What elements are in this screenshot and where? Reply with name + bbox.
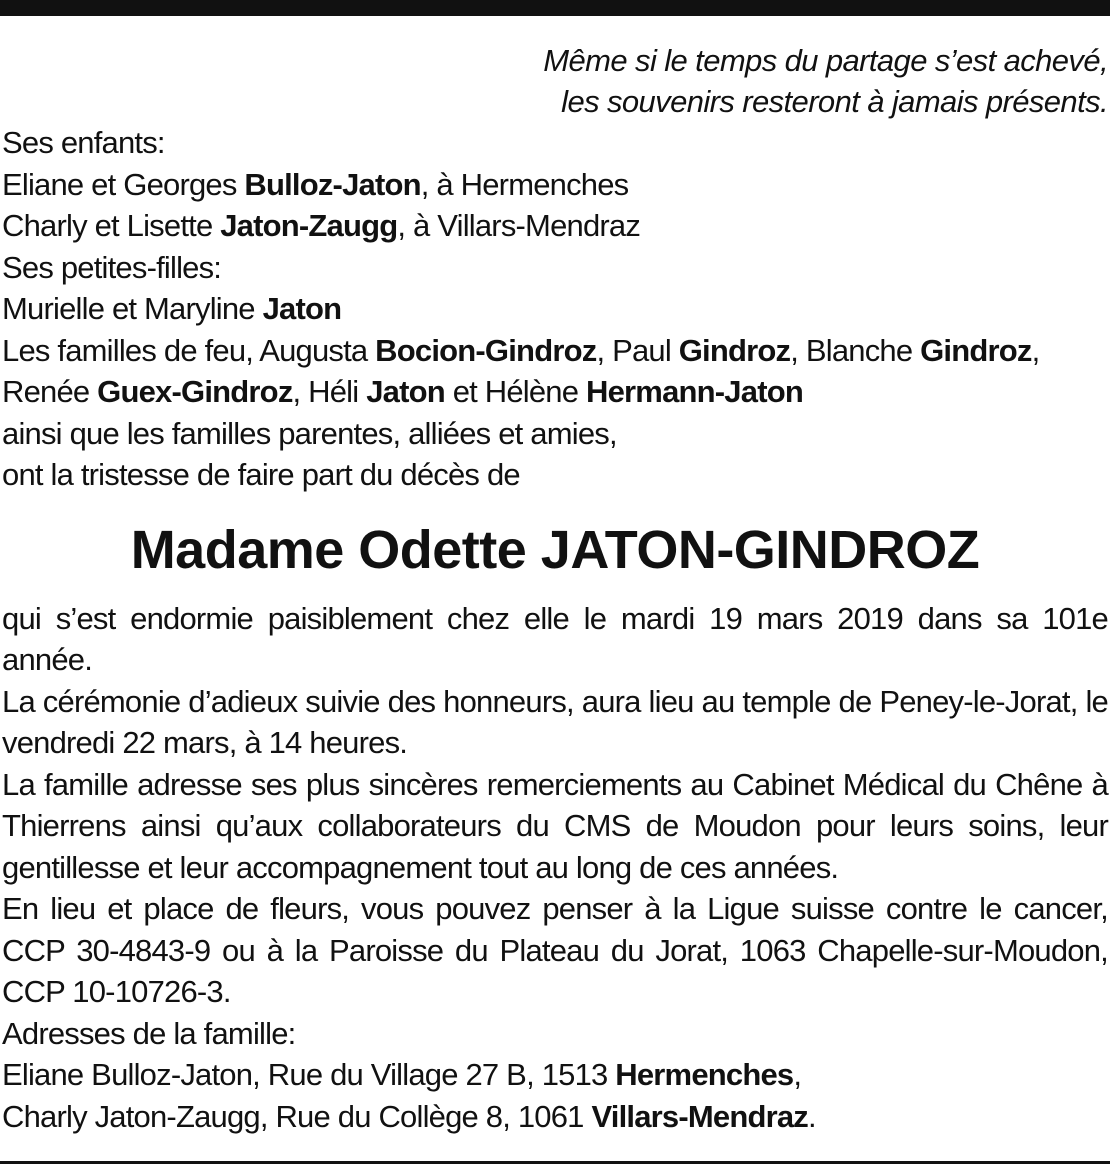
family-list (2, 122, 1108, 496)
late-families-surname-2: Gindroz (678, 332, 791, 368)
late-families2-surname-3: Hermann-Jaton (586, 374, 803, 409)
children-heading: Ses enfants: (2, 125, 165, 160)
address-2-street: Charly Jaton-Zaugg, Rue du Collège 8, 1061 (2, 1098, 592, 1134)
late-families2-text-2: , Héli (292, 374, 367, 409)
ceremony-paragraph: La cérémonie d’adieux suivie des honneurs, aura lieu au temple de Peney-le-Jorat, le vendredi 22 mars, à 14 heures. (2, 683, 1108, 760)
late-families-line-2 (2, 371, 1108, 413)
address-line-2 (2, 1096, 1108, 1138)
late-families-line-1 (2, 330, 1108, 372)
donations-paragraph: En lieu et place de fleurs, vous pouvez penser à la Ligue suisse contre le cancer, CCP 30-4843-9 ou à la Paroisse du Plateau du Jorat, 1063 Chapelle-sur-Moudon, CCP 10-10726-3. (2, 891, 1108, 1009)
child-1-names: Eliane et Georges (2, 166, 245, 202)
address-2-place: Villars-Mendraz (591, 1098, 809, 1134)
address-2-punct: . (808, 1098, 816, 1134)
child-1-surname: Bulloz-Jaton (244, 166, 421, 202)
addresses-heading: Adresses de la famille: (2, 1015, 296, 1051)
death-notice (2, 40, 1108, 1137)
address-line-1 (2, 1054, 1108, 1096)
notice-body (2, 598, 1108, 1013)
relatives-line: ainsi que les familles parentes, alliées et amies, (2, 415, 617, 451)
epigraph-line-2: les souvenirs resteront à jamais présents. (561, 84, 1108, 119)
late-families-text-1: Les familles de feu, Augusta (2, 332, 376, 368)
late-families2-text-3: et Hélène (444, 374, 587, 409)
epigraph (2, 40, 1108, 122)
late-families-surname-3: Gindroz (920, 332, 1032, 368)
late-families-text-3: , Blanche (790, 332, 921, 368)
grandchildren-line (2, 288, 1108, 330)
late-families-text-2: , Paul (596, 332, 679, 368)
grandchildren-heading: Ses petites-filles: (2, 249, 222, 285)
child-2-place: , à Villars-Mendraz (397, 208, 641, 243)
address-1-street: Eliane Bulloz-Jaton, Rue du Village 27 B, 1513 (2, 1057, 616, 1092)
child-line-1 (2, 164, 1108, 206)
grandchildren-surname: Jaton (262, 291, 342, 326)
late-families2-text-1: Renée (2, 374, 98, 409)
family-addresses (2, 1013, 1108, 1138)
bottom-rule (0, 1161, 1110, 1164)
late-families2-surname-1: Guex-Gindroz (97, 374, 293, 409)
epigraph-line-1: Même si le temps du partage s’est achevé, (543, 43, 1108, 78)
grandchildren-names: Murielle et Maryline (2, 291, 263, 326)
deceased-name: Madame Odette JATON-GINDROZ (130, 519, 980, 580)
thanks-paragraph: La famille adresse ses plus sincères remerciements au Cabinet Médical du Chêne à Thierrens ainsi qu’aux collaborateurs du CMS de Moudon pour leurs soins, leur gentillesse et leur accompagnement tout au long de ces années. (2, 766, 1108, 885)
death-paragraph: qui s’est endormie paisiblement chez elle le mardi 19 mars 2019 dans sa 101e année. (2, 600, 1108, 677)
address-1-punct: , (793, 1057, 802, 1092)
child-line-2 (2, 205, 1108, 247)
late-families-text-4: , (1031, 332, 1040, 368)
top-rule (0, 0, 1110, 16)
late-families-surname-1: Bocion-Gindroz (375, 332, 597, 368)
child-2-names: Charly et Lisette (2, 208, 221, 243)
child-1-place: , à Hermenches (420, 166, 629, 202)
child-2-surname: Jaton-Zaugg (220, 208, 398, 243)
late-families2-surname-2: Jaton (366, 374, 445, 409)
address-1-place: Hermenches (615, 1057, 794, 1092)
announcement-line: ont la tristesse de faire part du décès de (2, 457, 520, 492)
